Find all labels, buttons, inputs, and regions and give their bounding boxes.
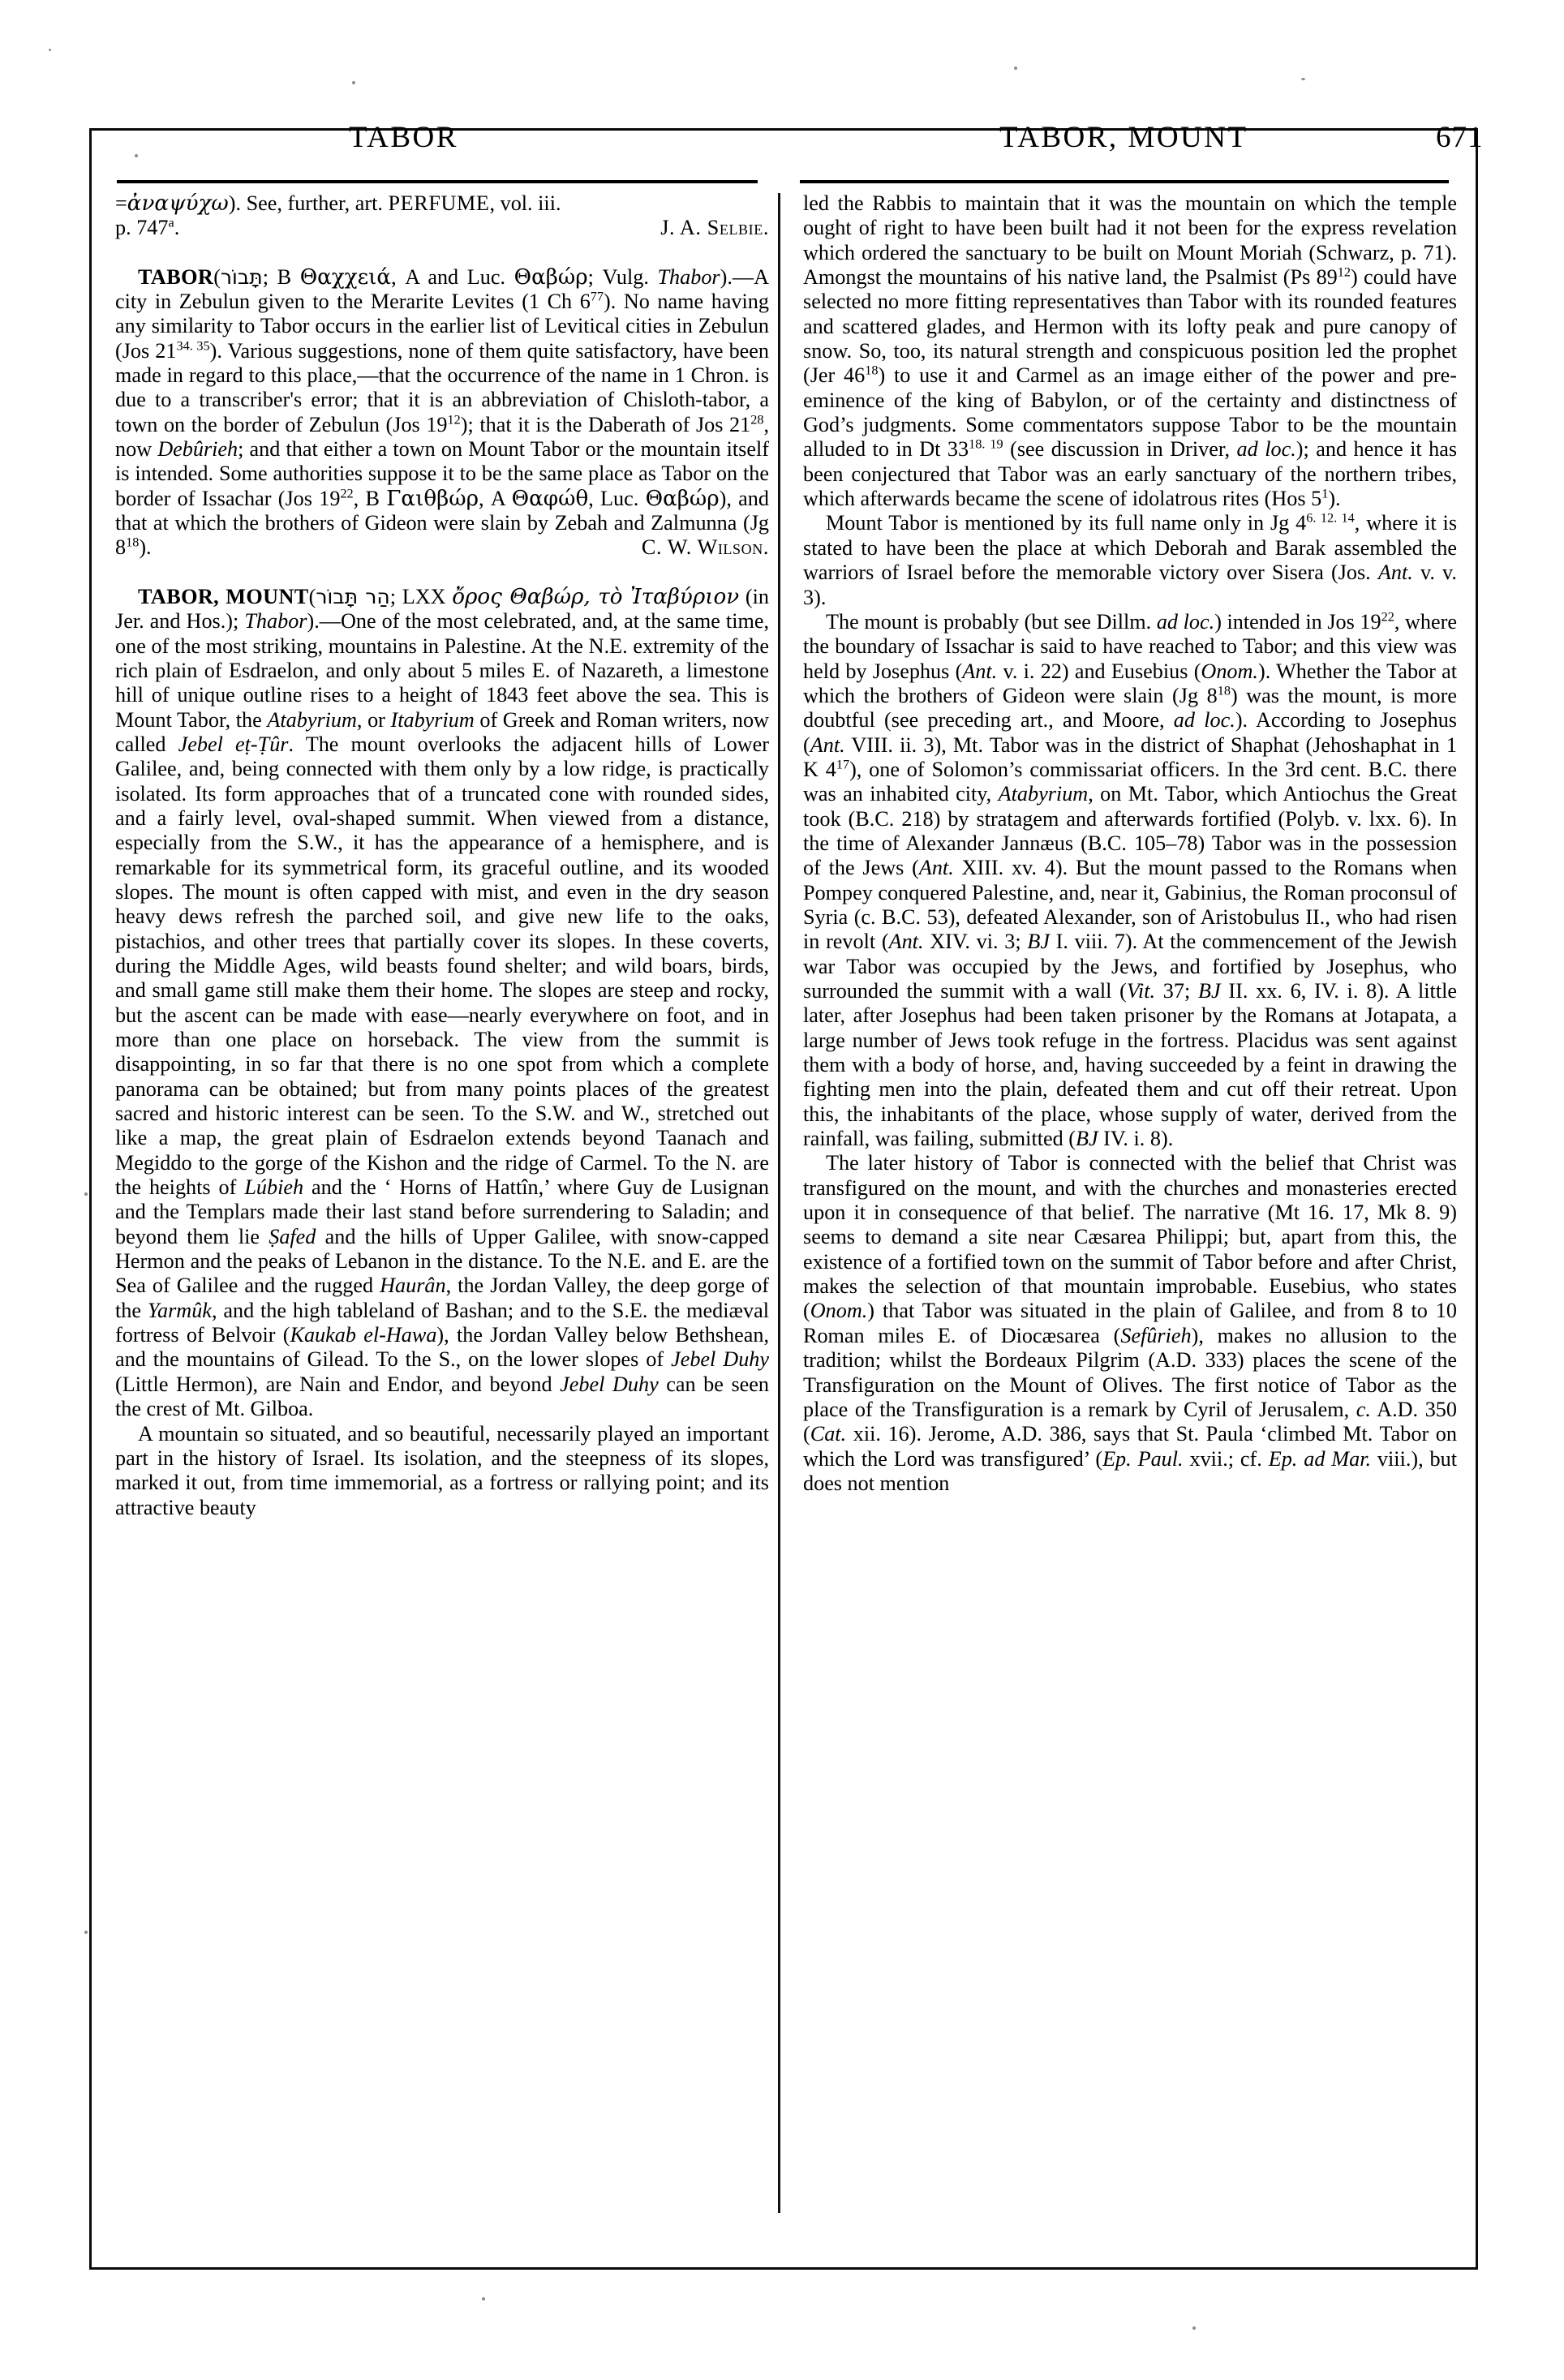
- right-body-2: ) could have selected no more fitting representatives than Tabor with its rounded features and scattered glades, and Hermon with its lofty peak and pure canopy of snow. So, too, its natural strength and conspicuous position led the prophet (Jer 46: [803, 265, 1457, 388]
- scan-speck: [84, 1931, 88, 1934]
- entry-body-3: ). Various suggestions, none of them quite satisfactory, have been made in regard to this place,—that the occurrence of the name in 1 Chron. is due to a transcriber's error; that it is an abbreviation of Chisloth-tabor, a town on the border of Zebulun (Jos 19: [115, 338, 770, 436]
- right3-body-5: ). Whether the Tabor at which the brothers of Gideon were slain (Jg 8: [803, 659, 1457, 707]
- ref-sup-1: 77: [590, 289, 604, 304]
- ref-1k4: 17: [836, 757, 850, 772]
- running-head-left: TABOR: [349, 121, 458, 154]
- greek-oros-thabor: ὄρος Θαβώρ, τὸ Ἰταβύριον: [452, 584, 740, 609]
- italic-yarmuk: Yarmûk: [147, 1298, 212, 1322]
- italic-ep-paul: Ep. Paul.: [1102, 1446, 1184, 1471]
- ref-hos5: 1: [1321, 486, 1329, 501]
- right3-body-12: XIV. vi. 3;: [923, 930, 1028, 954]
- hebrew-tabor: תָּבוֹר: [220, 264, 263, 289]
- paragraph-full-name-jg4: [803, 511, 1457, 609]
- scan-speck: [1192, 2326, 1196, 2330]
- entry-body-8: , A: [479, 486, 512, 510]
- see-further-text: See, further, art.: [246, 191, 389, 215]
- right-body-6: ).: [1328, 487, 1341, 511]
- right4-body-4: A.D. 350 (: [803, 1397, 1457, 1446]
- mount-body-9: ), the Jordan Valley below Bethshean, and the mountains of Gilead. To the S., on the lower slopes of: [115, 1323, 769, 1372]
- ref-jg8: 18: [1217, 683, 1231, 698]
- right3-body-1: The mount is probably (but see Dillm.: [826, 609, 1157, 634]
- entry-body-10: ), and that at which the brothers of Gideon were slain by Zebah and Zalmunna (Jg 8: [115, 486, 769, 560]
- left-column: [115, 191, 769, 1520]
- mount-body-11: can be seen the crest of Mt. Gilboa.: [115, 1372, 769, 1421]
- entry-tabor-mount: [115, 585, 769, 1422]
- italic-itabyrium: Itabyrium: [390, 707, 475, 732]
- italic-ad-loc-dillm: ad loc.: [1156, 609, 1215, 634]
- lxx-b-label: ; B: [262, 264, 300, 289]
- italic-ant-jos: Ant.: [1377, 561, 1413, 585]
- right4-body-6: xvii.; cf.: [1183, 1446, 1269, 1471]
- right-body-4: (see discussion in Driver,: [1003, 437, 1237, 462]
- paragraph-mountain-so-situated: A mountain so situated, and so beautiful, necessarily played an important part in the history of Israel. Its isolation, and the steepness of its slopes, marked it out, from time immemorial, as a fortress or rallying point; and its attractive beauty: [115, 1421, 769, 1519]
- right-body-1: led the Rabbis to maintain that it was the mountain on which the temple ought of right to have been built had it not been for the express revelation which ordered the sanctuary to be built on Mount Moriah (Schwarz, p. 71). Amongst the mountains of his native land, the Psalmist (Ps 89: [803, 191, 1457, 290]
- italic-vit: Vit.: [1126, 979, 1156, 1003]
- entry-body-11: ).: [139, 535, 152, 560]
- entry-tabor: [115, 265, 769, 561]
- right4-body-1: The later history of Tabor is connected with the belief that Christ was transfigured on the mount, and with the churches and monasteries erected upon it in consequence of that belief. The narrative (Mt 16. 17, Mk 8. 9) seems to demand a site near Cæsarea Philippi; but, apart from this, the existence of a fortified town on the summit of Tabor before and after Christ, makes the selection of that mountain improbable. Eusebius, who states (: [803, 1151, 1457, 1323]
- scan-speck: [482, 2297, 485, 2301]
- paragraph-later-history-transfiguration: [803, 1151, 1457, 1496]
- italic-bj-3: BJ: [1076, 1127, 1098, 1151]
- lxx-label: ; LXX: [389, 584, 453, 608]
- entry-headword-tabor: TABOR: [138, 264, 214, 289]
- author-signature-wilson: C. W. Wilson.: [641, 535, 769, 560]
- ref-sup-4: 28: [750, 412, 764, 427]
- italic-atabyrium: Atabyrium: [267, 707, 357, 732]
- right3-body-9: ), one of Solomon’s commissariat officers. In the 3rd cent. B.C. there was an inhabited city,: [803, 757, 1457, 806]
- ref-sup-2: 34. 35: [176, 337, 210, 353]
- right3-body-10: , on Mt. Tabor, which Antiochus the Great took (B.C. 218) by stratagem and afterwards fortified (Polyb. v. lxx. 6). In the time of Alexander Jannæus (B.C. 105–78) Tabor was in the possession of the Jews (: [803, 782, 1457, 880]
- italic-deburieh: Debûrieh: [157, 437, 238, 462]
- right2-body-2: , where it is stated to have been the place at which Deborah and Barak assembled the warriors of Israel before the memorable victory over Sisera (Jos.: [803, 511, 1458, 585]
- greek-thabor-luc: Θαβώρ: [645, 486, 720, 511]
- scan-speck: [135, 154, 138, 157]
- entry-body-7: , B: [353, 486, 387, 510]
- entry-body-9: , Luc.: [588, 486, 646, 510]
- hebrew-har-tabor: הַר תָּבוֹר: [316, 584, 390, 608]
- entry-body-6: ; and that either a town on Mount Tabor or the mountain itself is intended. Some authorities suppose it to be the same place as Tabor on the border of Issachar (Jos 19: [115, 437, 769, 510]
- entry-body-5: , now: [115, 412, 769, 462]
- italic-jebel-duhy-1: Jebel Duhy: [671, 1347, 769, 1372]
- greek-gaithbor: Γαιθβώρ: [386, 486, 479, 511]
- page-reference-period: .: [174, 216, 180, 240]
- greek-thachcheia: Θαχχειά: [299, 264, 392, 290]
- greek-thaphoth: Θαφώθ: [511, 486, 589, 511]
- mount-body-6: and the hills of Upper Galilee, with snow-capped Hermon and the peaks of Lebanon in the distance. To the N.E. and E. are the Sea of Galilee and the rugged: [115, 1224, 769, 1298]
- right4-body-2: ) that Tabor was situated in the plain of Galilee, and from 8 to 10 Roman miles E. of Diocæsarea (: [803, 1299, 1457, 1347]
- page-number: 671: [1436, 121, 1484, 154]
- a-and-luc: , A and Luc.: [391, 264, 514, 289]
- italic-bj-1: BJ: [1027, 930, 1050, 954]
- right3-body-3: , where the boundary of Issachar is said to have reached to Tabor; and this view was held by Josephus (: [803, 609, 1457, 683]
- right3-body-2: ) intended in Jos 19: [1214, 609, 1381, 634]
- ref-jos19: 22: [1381, 609, 1394, 625]
- right4-body-7: viii.), but does not mention: [803, 1446, 1458, 1495]
- italic-hauran: Haurân: [380, 1274, 446, 1298]
- cross-reference-perfume: PERFUME: [388, 191, 490, 215]
- page-reference-superscript: a: [168, 215, 174, 230]
- right-column: [803, 191, 1457, 1496]
- italic-cat: Cat.: [810, 1422, 847, 1446]
- ref-jer46: 18: [865, 363, 879, 378]
- italic-c-circa: c.: [1356, 1397, 1371, 1421]
- author-signature-selbie: J. A. Selbie.: [660, 216, 769, 240]
- italic-ad-loc-driver: ad loc.: [1236, 437, 1296, 462]
- italic-ep-ad-mar: Ep. ad Mar.: [1268, 1446, 1372, 1471]
- mount-body-7: , the Jordan Valley, the deep gorge of the: [115, 1274, 769, 1322]
- italic-jebel-duhy-2: Jebel Duhy: [560, 1372, 659, 1396]
- right3-body-13: I. viii. 7). At the commencement of the Jewish war Tabor was occupied by the Jews, and fortified by Josephus, who surrounded the summit with a wall (: [803, 930, 1457, 1003]
- scan-speck: [352, 81, 355, 84]
- paragraph-mount-probably-jos19: [803, 610, 1457, 1152]
- italic-jebel-et-tur: Jebel eṭ-Ṭûr: [178, 732, 289, 756]
- paren-open: (: [213, 264, 221, 289]
- in-jer-hos: (in Jer. and Hos.);: [115, 584, 769, 634]
- page-reference: p. 747: [115, 216, 169, 240]
- right3-body-11: XIII. xv. 4). But the mount passed to the Romans when Pompey conquered Palestine, and, near it, Gabinius, the Roman proconsul of Syria (c. B.C. 53), defeated Alexander, son of Aristobulus II., who had risen in revolt (: [803, 856, 1457, 954]
- paragraph-rabbis-temple: [803, 191, 1457, 511]
- greek-anapsycho: ἀναψύχω: [127, 191, 229, 216]
- italic-ant-2: Ant.: [810, 732, 845, 757]
- right3-body-16: IV. i. 8).: [1098, 1127, 1174, 1151]
- ref-jg4: 6. 12. 14: [1306, 510, 1355, 526]
- right3-body-14: 37;: [1155, 979, 1198, 1003]
- mount-body-8: , and the high tableland of Bashan; and to the S.E. the mediæval fortress of Belvoir (: [115, 1298, 769, 1347]
- italic-atabyrium-2: Atabyrium: [998, 782, 1089, 806]
- equals-sign: =: [115, 191, 127, 215]
- ref-dt33: 18. 19: [969, 436, 1003, 452]
- vulgate-thabor: Thabor: [657, 264, 720, 289]
- after-greek: ).: [228, 191, 247, 215]
- right3-body-4: v. i. 22) and Eusebius (: [997, 659, 1201, 683]
- italic-safed: Ṣafed: [269, 1224, 316, 1248]
- running-head-center: TABOR, MOUNT: [999, 121, 1248, 154]
- paragraph-perfume-continuation: [115, 191, 769, 241]
- italic-ant-1: Ant.: [962, 659, 998, 683]
- italic-lubieh: Lúbieh: [244, 1175, 304, 1200]
- entry-body-2: ). No name having any similarity to Tabor occurs in the earlier list of Levitical cities in Zebulun (Jos 21: [115, 290, 769, 363]
- entry-body-4: ); that it is the Daberath of Jos 21: [460, 412, 751, 436]
- right3-body-7: ). According to Josephus (: [803, 708, 1458, 757]
- italic-bj-2: BJ: [1198, 979, 1221, 1003]
- right3-body-6: ) was the mount, is more doubtful (see preceding art., and Moore,: [803, 683, 1457, 732]
- italic-onom-1: Onom.: [1201, 659, 1258, 683]
- right2-body-3: v. v. 3).: [803, 561, 1457, 609]
- entry-body-1: ).—A city in Zebulun given to the Merarite Levites (1 Ch 6: [115, 264, 769, 314]
- mount-body-4: . The mount overlooks the adjacent hills of Lower Galilee, and, being connected with them only by a low ridge, is practically isolated. Its form approaches that of a truncated cone with rounded sides, and a fairly level, oval-shaped summit. When viewed from a distance, especially from the S.W., it has the appearance of a hemisphere, and is remarkable for its symmetrical form, its graceful outline, and its wooded slopes. The mount is often capped with mist, and even in the dry season heavy dews refresh the parched soil, and give new life to the oaks, pistachios, and other trees that partially cover its slopes. In these coverts, during the Middle Ages, wild beasts found shelter; and wild boars, birds, and small game still make them their home. The slopes are steep and rocky, but the ascent can be made with ease—nearly everywhere on foot, and in more than one place on horseback. The view from the summit is disappointing, in so far that there is no one spot from which a complete panorama can be obtained; but from many points places of the greatest sacred and historic interest can be seen. To the S.W. and W., stretched out like a map, the great plain of Esdraelon extends beyond Taanach and Megiddo to the gorge of the Kishon and the ridge of Carmel. To the N. are the heights of: [115, 732, 770, 1200]
- scan-speck: [1301, 78, 1305, 80]
- ref-ps89: 12: [1337, 264, 1351, 280]
- running-head: [122, 120, 1484, 177]
- ref-sup-3: 12: [447, 412, 461, 427]
- italic-ant-4: Ant.: [888, 930, 924, 954]
- vulgate-thabor-2: Thabor: [244, 609, 307, 634]
- column-divider: [778, 193, 780, 2213]
- right3-body-8: VIII. ii. 3), Mt. Tabor was in the district of Shaphat (Jehoshaphat in 1 K 4: [803, 732, 1457, 781]
- paren-open-2: (: [308, 584, 316, 608]
- italic-ant-3: Ant.: [918, 856, 954, 880]
- italic-ad-loc-moore: ad loc.: [1173, 708, 1235, 732]
- scan-speck: [84, 1192, 88, 1196]
- italic-kaukab-el-hawa: Kaukab el-Hawa: [290, 1323, 437, 1347]
- ref-sup-5: 22: [340, 486, 354, 501]
- ref-sup-6: 18: [126, 535, 140, 550]
- volume-reference: , vol. iii.: [489, 191, 561, 215]
- header-rule-right: [800, 180, 1449, 183]
- italic-onom-2: Onom.: [810, 1299, 868, 1323]
- mount-body-2: , or: [356, 707, 391, 732]
- entry-headword-tabor-mount: TABOR, MOUNT: [138, 584, 309, 608]
- vulgate-label: ; Vulg.: [587, 264, 658, 289]
- right2-body-1: Mount Tabor is mentioned by its full name only in Jg 4: [826, 511, 1307, 535]
- right-body-5: ); and hence it has been conjectured that Tabor was an early sanctuary of the northern tribes, which afterwards became the scene of idolatrous rites (Hos 5: [803, 437, 1458, 511]
- right4-body-3: ), makes no allusion to the tradition; whilst the Bordeaux Pilgrim (A.D. 333) places the scene of the Transfiguration on the Mount of Olives. The first notice of Tabor as the place of the Transfiguration is a remark by Cyril of Jerusalem,: [803, 1323, 1457, 1421]
- mount-body-10: (Little Hermon), are Nain and Endor, and beyond: [115, 1372, 561, 1396]
- greek-thabor-a: Θαβώρ: [513, 264, 588, 290]
- scan-speck: [49, 49, 51, 51]
- scan-speck: [1014, 67, 1017, 70]
- right3-body-15: II. xx. 6, IV. i. 8). A little later, after Josephus had been taken prisoner by the Romans at Jotapata, a large number of Jews took refuge in the fortress. Placidus was sent against them with a body of horse, and, having succeeded by a feint in drawing the fighting men into the plain, defeated them and cut off their retreat. Upon this, the inhabitants of the place, whose supply of water, derived from the rainfall, was failing, submitted (: [803, 979, 1457, 1151]
- mount-body-1: ).—One of the most celebrated, and, at the same time, one of the most striking, mountains in Palestine. At the N.E. extremity of the rich plain of Esdraelon, and only about 5 miles E. of Nazareth, a limestone hill of unique outline rises to a height of 1843 feet above the sea. This is Mount Tabor, the: [115, 609, 770, 732]
- mount-body-5: and the ‘ Horns of Hattîn,’ where Guy de Lusignan and the Templars made their last stand before surrendering to Saladin; and beyond them lie: [115, 1175, 769, 1248]
- italic-sefurieh: Sefûrieh: [1120, 1323, 1192, 1347]
- right-body-3: ) to use it and Carmel as an image either of the power and pre-eminence of the king of Babylon, or of the certainty and distinctness of God’s judgments. Some commentators suppose Tabor to be the mountain alluded to in Dt 33: [803, 363, 1457, 462]
- right4-body-5: xii. 16). Jerome, A.D. 386, says that St. Paula ‘climbed Mt. Tabor on which the Lord was transfigured’ (: [803, 1422, 1457, 1471]
- header-rule-left: [117, 180, 758, 183]
- mount-body-3: of Greek and Roman writers, now called: [115, 707, 769, 756]
